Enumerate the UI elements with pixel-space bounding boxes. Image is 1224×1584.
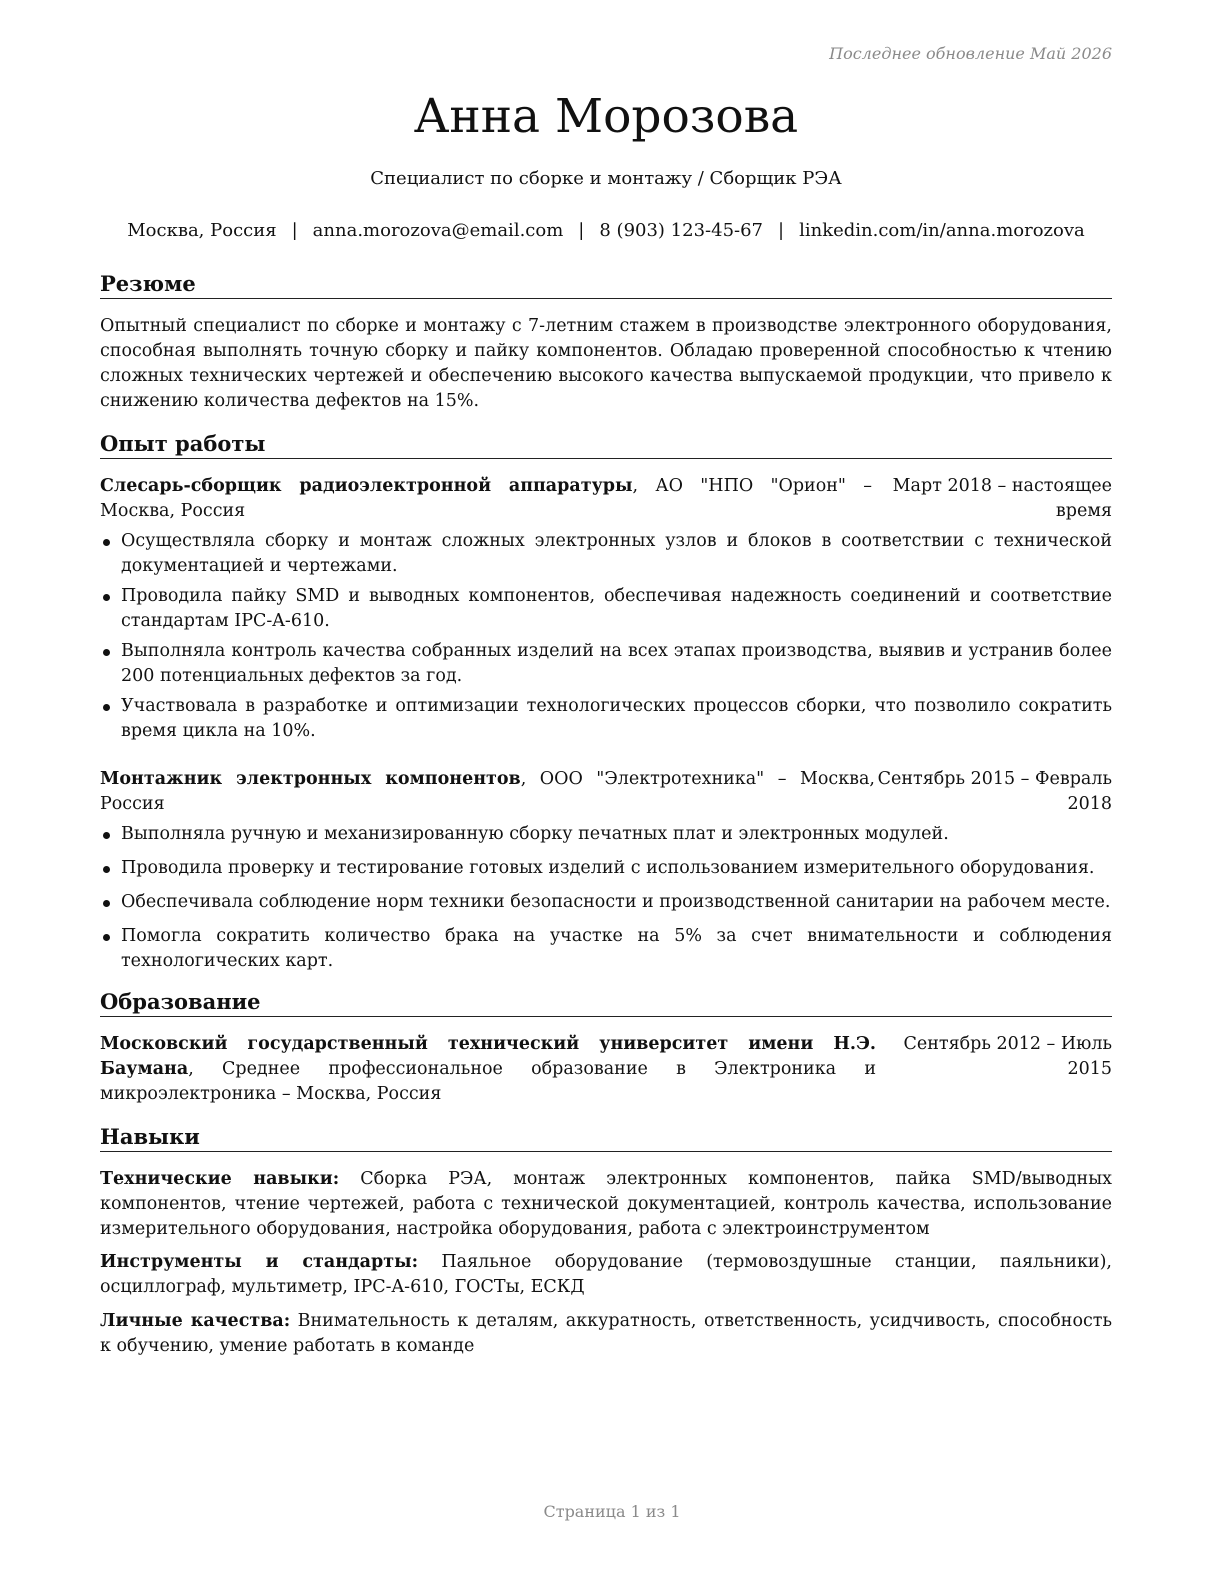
job-role: Монтажник электронных компонентов xyxy=(100,769,521,789)
skill-text: Внимательность к деталям, аккуратность, ответственность, усидчивость, способность к обучению, умение работать в команде xyxy=(100,1311,1112,1356)
skills-tools xyxy=(100,1250,1112,1300)
list-item: Выполняла ручную и механизированную сборку печатных плат и электронных модулей. xyxy=(100,822,1112,847)
list-item: Помогла сократить количество брака на участке на 5% за счет внимательности и соблюдения технологических карт. xyxy=(100,924,1112,974)
job-bullets xyxy=(100,822,1112,974)
skills-technical xyxy=(100,1167,1112,1242)
page-number: Страница 1 из 1 xyxy=(543,1502,681,1521)
education-degree: Среднее профессиональное образование в Электроника и микроэлектроника – Москва, Россия xyxy=(100,1059,876,1104)
list-item: Выполняла контроль качества собранных изделий на всех этапах производства, выявив и устранив более 200 потенциальных дефектов за год. xyxy=(100,639,1112,689)
section-title-experience: Опыт работы xyxy=(100,430,1112,459)
last-updated: Последнее обновление Май 2026 xyxy=(829,44,1112,63)
skill-label: Инструменты и стандарты: xyxy=(100,1252,419,1272)
resume-page xyxy=(100,0,1112,1584)
skills-personal xyxy=(100,1309,1112,1359)
skill-label: Технические навыки: xyxy=(100,1169,340,1189)
contact-location: Москва, Россия xyxy=(127,220,277,241)
job-role: Слесарь-сборщик радиоэлектронной аппаратуры xyxy=(100,476,633,496)
job-company: , ООО "Электротехника" – Москва, Россия xyxy=(100,769,875,814)
section-title-education: Образование xyxy=(100,988,1112,1017)
education-school: Московский государственный технический университет имени Н.Э. Баумана xyxy=(100,1034,876,1079)
list-item: Осуществляла сборку и монтаж сложных электронных узлов и блоков в соответствии с технической документацией и чертежами. xyxy=(100,529,1112,579)
contact-separator: | xyxy=(778,220,785,241)
section-title-skills: Навыки xyxy=(100,1123,1112,1152)
person-name: Анна Морозова xyxy=(413,89,799,144)
contact-separator: | xyxy=(291,220,298,241)
list-item: Обеспечивала соблюдение норм техники безопасности и производственной санитарии на рабочем месте. xyxy=(100,890,1112,915)
job-header xyxy=(100,767,1112,817)
section-title-summary: Резюме xyxy=(100,270,1112,299)
list-item: Проводила проверку и тестирование готовых изделий с использованием измерительного оборудования. xyxy=(100,856,1112,881)
job-company: , АО "НПО "Орион" – Москва, Россия xyxy=(100,476,872,521)
job-dates: Март 2018 – настоящее время xyxy=(892,476,1112,521)
list-item: Проводила пайку SMD и выводных компонентов, обеспечивая надежность соединений и соответствие стандартам IPC-A-610. xyxy=(100,584,1112,634)
skill-text: Паяльное оборудование (термовоздушные станции, паяльники), осциллограф, мультиметр, IPC-A-610, ГОСТы, ЕСКД xyxy=(100,1252,1112,1297)
job-title: Специалист по сборке и монтажу / Сборщик РЭА xyxy=(370,168,842,189)
job-header xyxy=(100,474,1112,524)
contact-separator: | xyxy=(578,220,585,241)
contact-phone: 8 (903) 123-45-67 xyxy=(599,220,764,241)
job-dates: Сентябрь 2015 – Февраль 2018 xyxy=(877,769,1112,814)
education-entry: Московский государственный технический университет имени Н.Э. Баумана, Среднее профессиональное образование в Электроника и микроэлектроника – Москва, Россия Сентябрь 2012 – Июль 2015 xyxy=(100,1034,1112,1104)
contact-linkedin[interactable]: linkedin.com/in/anna.morozova xyxy=(799,220,1085,241)
education-dates: Сентябрь 2012 – Июль 2015 xyxy=(903,1034,1112,1079)
list-item: Участвовала в разработке и оптимизации технологических процессов сборки, что позволило сократить время цикла на 10%. xyxy=(100,694,1112,744)
skill-text: Сборка РЭА, монтаж электронных компонентов, пайка SMD/выводных компонентов, чтение чертежей, работа с технической документацией, контроль качества, использование измерительного оборудования, настройка оборудования, работа с электроинструментом xyxy=(100,1169,1113,1239)
contact-line xyxy=(100,219,1112,243)
contact-email[interactable]: anna.morozova@email.com xyxy=(312,220,564,241)
summary-text: Опытный специалист по сборке и монтажу с 7-летним стажем в производстве электронного оборудования, способная выполнять точную сборку и пайку компонентов. Обладаю проверенной способностью к чтению сложных технических чертежей и обеспечению высокого качества выпускаемой продукции, что привело к снижению количества дефектов на 15%. xyxy=(100,316,1112,411)
skill-label: Личные качества: xyxy=(100,1311,291,1331)
job-bullets xyxy=(100,529,1112,744)
